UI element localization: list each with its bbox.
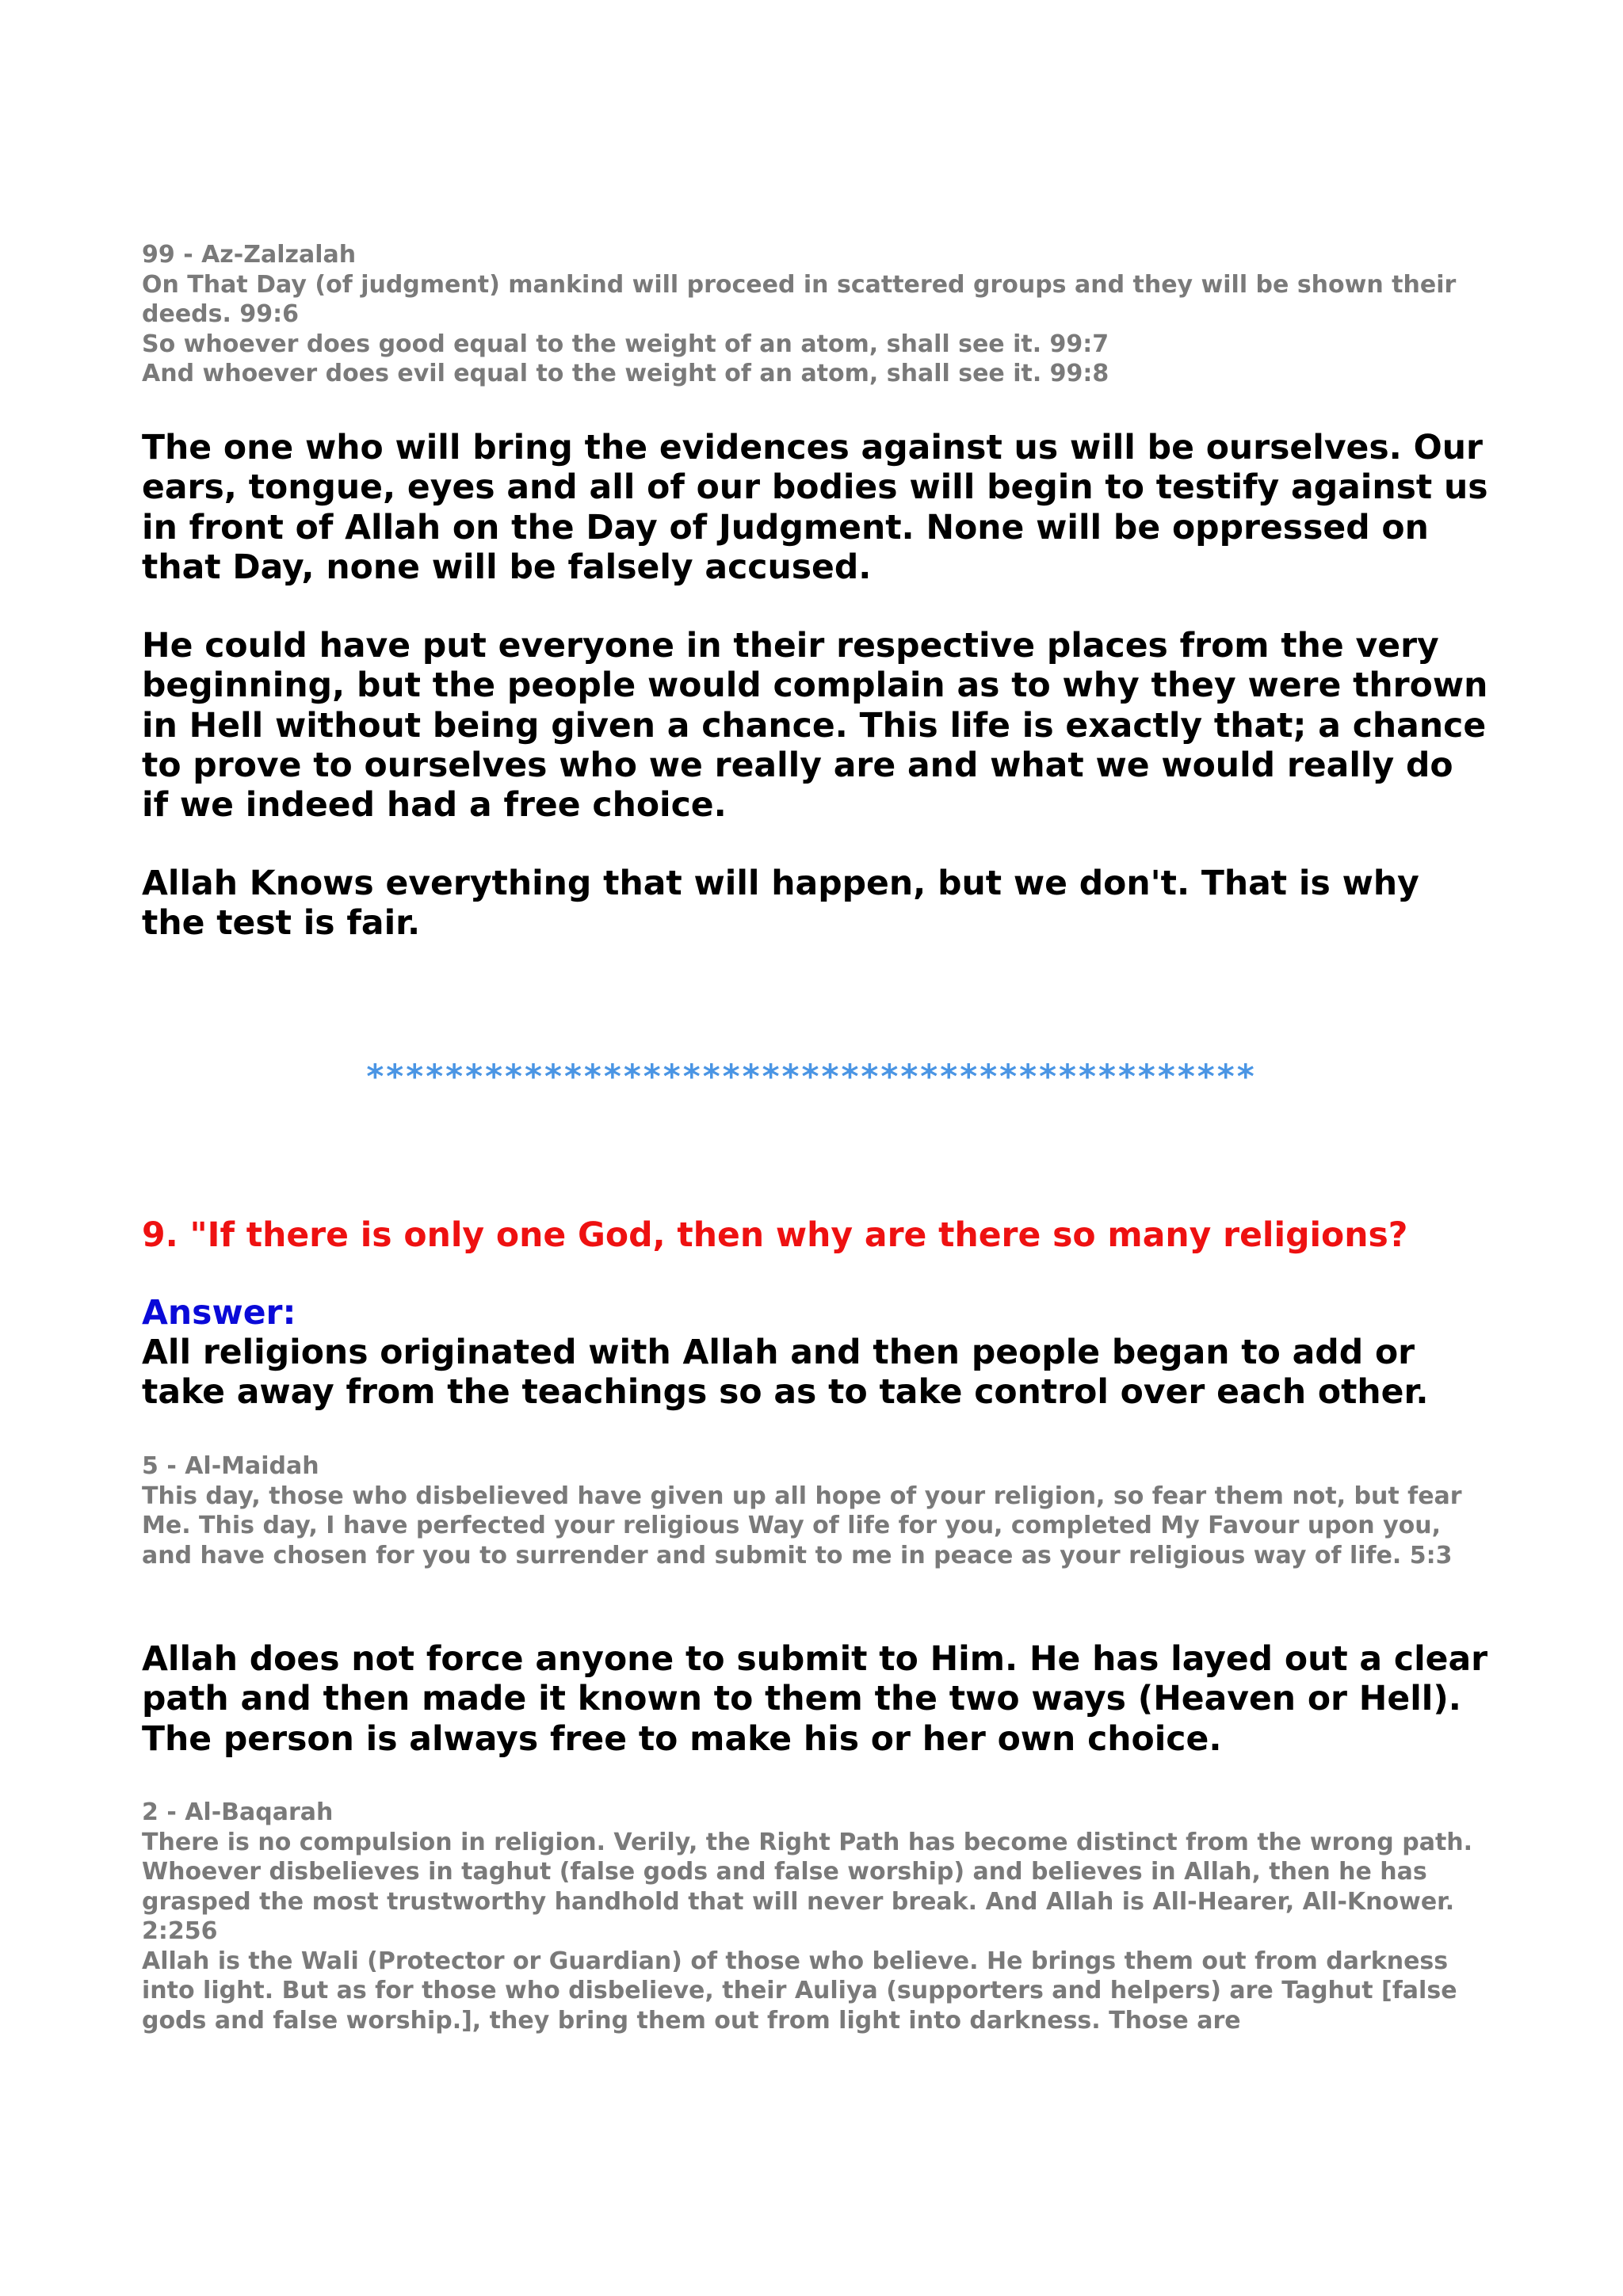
body-paragraph: Allah does not force anyone to submit to Him. He has layed out a clear path and then made it known to them the two ways (Heaven or Hell). The person is always free to make his or her own choice. — [142, 1640, 1488, 1759]
verse-text: Allah is the Wali (Protector or Guardian) of those who believe. He brings them out from darkness into light. But as for those who disbelieve, their Auliya (supporters and helpers) are Taghut [false gods and false worship.], they bring them out from light into darkness. Those are — [142, 1947, 1457, 2035]
verse-text: There is no compulsion in religion. Verily, the Right Path has become distinct from the wrong path. Whoever disbelieves in taghut (false gods and false worship) and believes in Allah, then he has grasped the most trustworthy handhold that will never break. And Allah is All-Hearer, All-Knower. 2:256 — [142, 1828, 1473, 1945]
answer-text: All religions originated with Allah and then people began to add or take away from the teachings so as to take control over each other. — [142, 1333, 1429, 1413]
verse-text: This day, those who disbelieved have given up all hope of your religion, so fear them not, but fear Me. This day, I have perfected your religious Way of life for you, completed My Favour upon you, and have chosen for you to surrender and submit to me in peace as your religious way of life. 5:3 — [142, 1482, 1462, 1569]
quote-block-al-maidah — [142, 1451, 1489, 1570]
verse-text: So whoever does good equal to the weight of an atom, shall see it. 99:7 — [142, 330, 1109, 358]
body-paragraph: The one who will bring the evidences against us will be ourselves. Our ears, tongue, eyes and all of our bodies will begin to testify against us in front of Allah on the Day of Judgment. None will be oppressed on that Day, none will be falsely accused. — [142, 429, 1488, 587]
quote-block-al-baqarah — [142, 1798, 1489, 2035]
question-heading: 9. "If there is only one God, then why are there so many religions? — [142, 1216, 1408, 1255]
surah-heading: 99 - Az-Zalzalah — [142, 241, 357, 269]
star-separator: ********************************************* — [366, 1057, 1257, 1096]
answer-label: Answer: — [142, 1294, 296, 1333]
body-paragraph: Allah Knows everything that will happen, but we don't. That is why the test is fair. — [142, 864, 1419, 944]
surah-heading: 2 - Al-Baqarah — [142, 1798, 334, 1826]
body-paragraph: He could have put everyone in their respective places from the very beginning, but the people would complain as to why they were thrown in Hell without being given a chance. This life is exactly that; a chance to prove to ourselves who we really are and what we would really do if we indeed had a free choice. — [142, 627, 1488, 826]
quote-block-az-zalzalah — [142, 240, 1489, 389]
verse-text: And whoever does evil equal to the weight of an atom, shall see it. 99:8 — [142, 360, 1109, 387]
verse-text: On That Day (of judgment) mankind will proceed in scattered groups and they will be shown their deeds. 99:6 — [142, 270, 1457, 328]
surah-heading: 5 - Al-Maidah — [142, 1452, 319, 1480]
